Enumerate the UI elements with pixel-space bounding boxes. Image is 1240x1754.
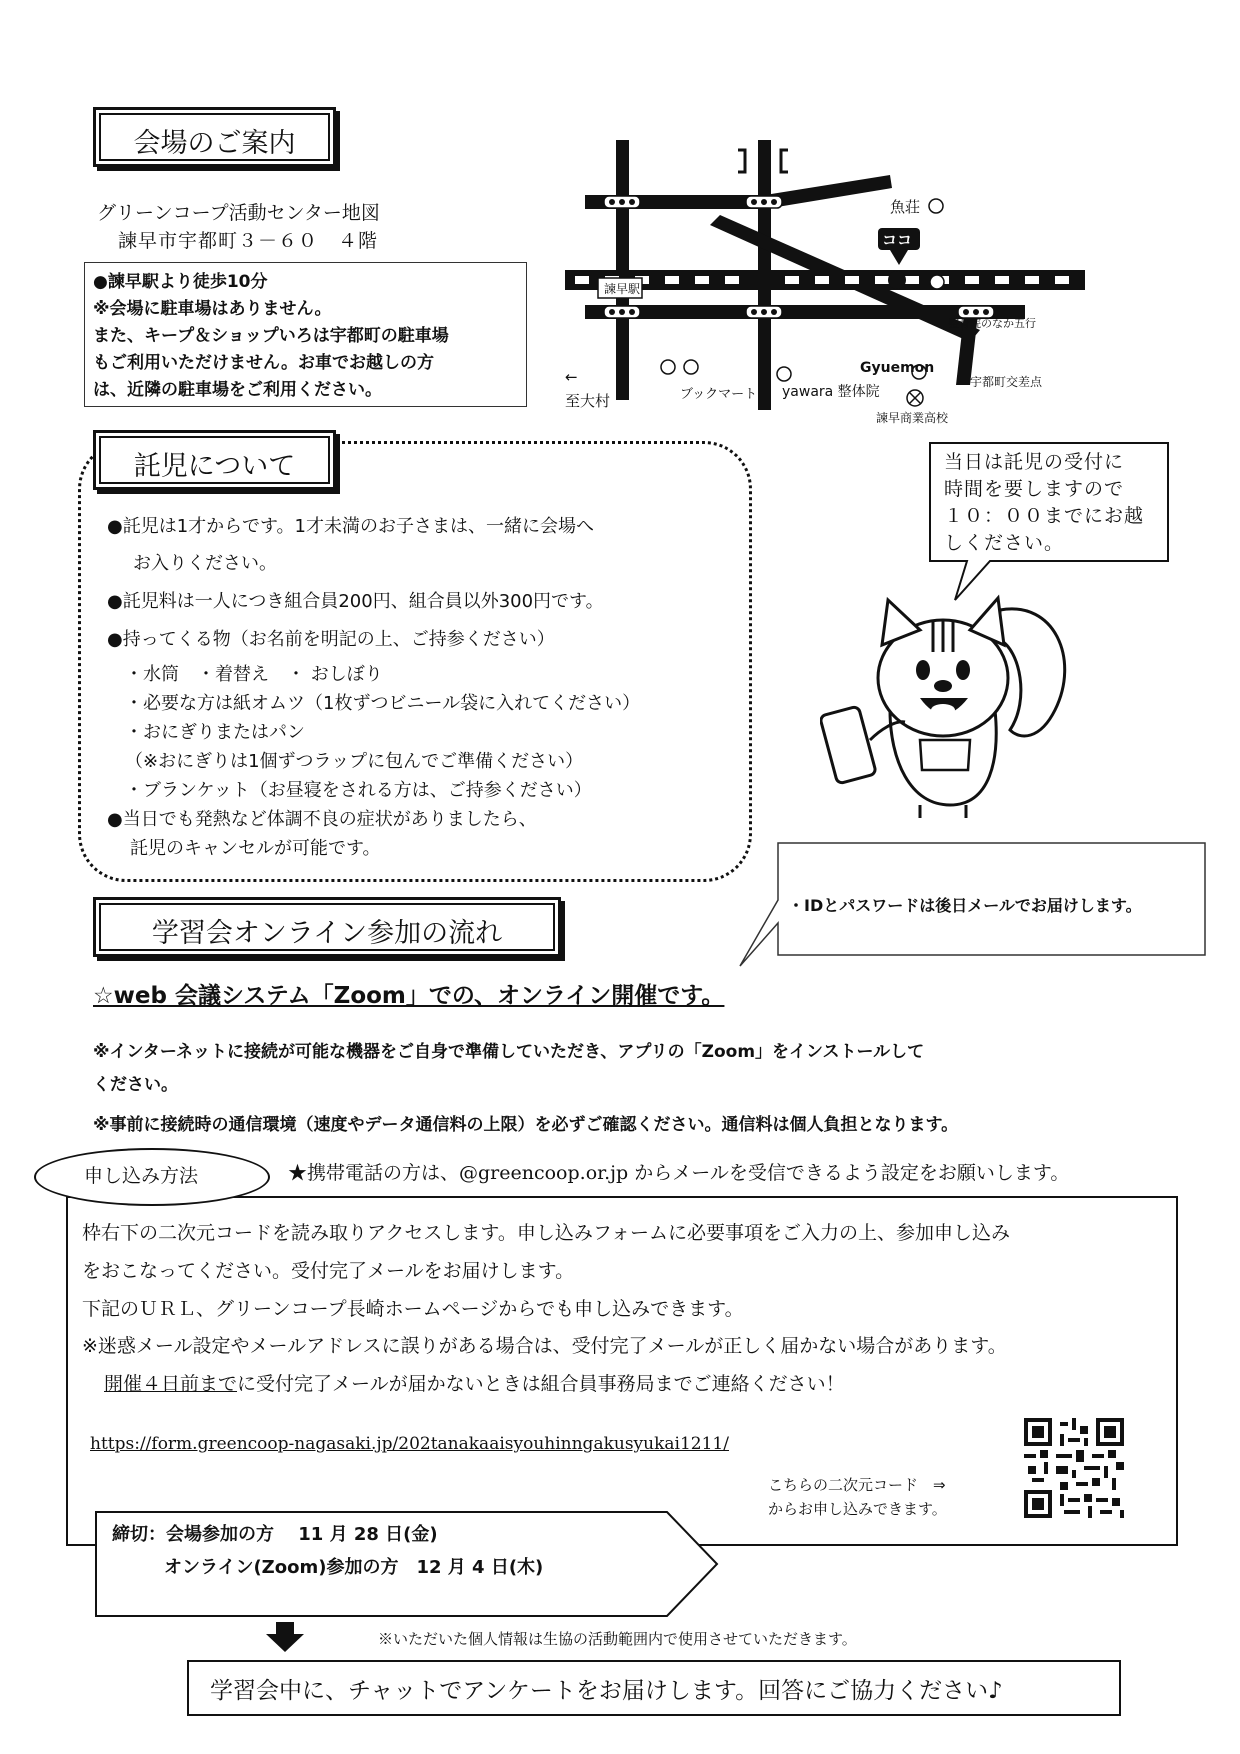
- map-gyuemon: Gyuemon: [860, 360, 935, 376]
- access-line: ●諫早駅より徒歩10分: [93, 272, 268, 292]
- childcare-line: （※おにぎりは1個ずつラップに包んでご準備ください）: [125, 751, 584, 772]
- map-yawara: yawara 整体院: [782, 384, 880, 400]
- deadline-rest: に受付完了メールが届かないときは組合員事務局までご連絡ください！: [237, 1373, 845, 1395]
- access-line: ※会場に駐車場はありません。: [93, 299, 332, 319]
- id-note: ・IDとパスワードは後日メールでお届けします。: [788, 896, 1142, 915]
- deadline-line: 締切：会場参加の方 11 月 28 日(金): [112, 1524, 438, 1545]
- bubble-line: １０：００までにお越: [944, 505, 1145, 527]
- apply-label: 申し込み方法: [84, 1165, 199, 1187]
- access-line: もご利用いただけません。お車でお越しの方: [93, 353, 435, 373]
- map-title: グリーンコープ活動センター地図: [97, 202, 380, 224]
- apply-line: をおこなってください。受付完了メールをお届けします。: [82, 1260, 575, 1282]
- venue-address: 諫早市宇都町３－６０ ４階: [118, 230, 379, 252]
- childcare-line: ●託児は1才からです。1才未満のお子さまは、一緒に会場へ: [107, 516, 594, 537]
- childcare-line: お入りください。: [133, 553, 277, 574]
- deadline-emphasis: 開催４日前まで: [104, 1373, 238, 1395]
- mobile-note: ★携帯電話の方は、@greencoop.or.jp からメールを受信できるよう設定をお願いします。: [288, 1162, 1070, 1184]
- online-title: 学習会オンライン参加の流れ: [151, 918, 503, 949]
- childcare-line: ・水筒 ・着替え ・ おしぼり: [125, 664, 383, 685]
- map-left-arrow: ←: [565, 368, 578, 386]
- qr-caption: こちらの二次元コード ⇒: [768, 1476, 946, 1494]
- map-school: 諫早商業高校: [876, 411, 949, 425]
- deadline-line: オンライン(Zoom)参加の方 12 月 4 日(木): [164, 1557, 544, 1578]
- venue-map: [560, 130, 1180, 430]
- online-note: ※インターネットに接続が可能な機器をご自身で準備していただき、アプリの「Zoom」をインストールして: [93, 1042, 925, 1062]
- squirrel-mascot-illustration: [820, 590, 1080, 820]
- map-uoso: 魚荘: [890, 198, 921, 216]
- childcare-line: ・おにぎりまたはパン: [125, 722, 305, 743]
- qr-caption: からお申し込みできます。: [768, 1500, 947, 1518]
- childcare-line: ・ブランケット（お昼寝をされる方は、ご持参ください）: [125, 780, 592, 801]
- qr-code-image[interactable]: [1024, 1418, 1124, 1518]
- childcare-line: ●託児料は一人につき組合員200円、組合員以外300円です。: [107, 591, 604, 612]
- childcare-line: 託児のキャンセルが可能です。: [130, 838, 381, 859]
- apply-line: 枠右下の二次元コードを読み取りアクセスします。申し込みフォームに必要事項をご入力の上、参加申し込み: [82, 1222, 1010, 1244]
- access-box: [84, 262, 527, 407]
- venue-title-box: [93, 107, 336, 167]
- childcare-line: ・必要な方は紙オムツ（1枚ずつビニール袋に入れてください）: [125, 693, 641, 714]
- access-line: また、キープ＆ショップいろは宇都町の駐車場: [93, 326, 449, 346]
- apply-url-link[interactable]: https://form.greencoop-nagasaki.jp/202tanakaaisyouhinngakusyukai1211/: [90, 1434, 729, 1454]
- childcare-line: ●当日でも発熱など体調不良の症状がありましたら、: [107, 809, 537, 830]
- online-headline: ☆web 会議システム「Zoom」での、オンライン開催です。: [93, 983, 725, 1009]
- bubble-line: 当日は託児の受付に: [944, 451, 1125, 473]
- access-line: は、近隣の駐車場をご利用ください。: [93, 380, 382, 400]
- online-title-box: [93, 897, 561, 957]
- apply-line: ※迷惑メール設定やメールアドレスに誤りがある場合は、受付完了メールが正しく届かない場合があります。: [82, 1335, 1007, 1357]
- map-seikotsuin: 整骨院のなか五行: [948, 317, 1036, 330]
- map-station-label: 諫早駅: [604, 282, 641, 296]
- childcare-title-box: [93, 430, 336, 490]
- childcare-line: ●持ってくる物（お名前を明記の上、ご持参ください）: [107, 629, 555, 650]
- survey-message: 学習会中に、チャットでアンケートをお届けします。回答にご協力ください♪: [210, 1678, 1003, 1704]
- apply-line: 下記のＵＲＬ、グリーンコープ長崎ホームページからでも申し込みできます。: [82, 1298, 744, 1320]
- online-note: ※事前に接続時の通信環境（速度やデータ通信料の上限）を必ずご確認ください。通信料は個人負担となります。: [93, 1115, 959, 1135]
- bubble-line: しください。: [944, 532, 1065, 554]
- map-bookmart: ブックマート: [680, 387, 758, 402]
- map-here-label: ココ: [882, 231, 913, 249]
- bubble-line: 時間を要しますので: [944, 478, 1125, 500]
- childcare-title: 託児について: [133, 451, 296, 482]
- privacy-note: ※いただいた個人情報は生協の活動範囲内で使用させていただきます。: [378, 1630, 857, 1648]
- down-arrow-icon: [266, 1622, 304, 1652]
- map-utsu-crossing: 宇都町交差点: [970, 375, 1043, 389]
- map-to-omura: 至大村: [565, 392, 611, 410]
- online-note: ください。: [93, 1075, 178, 1095]
- deadline-notice: [104, 1369, 845, 1396]
- venue-title: 会場のご案内: [133, 128, 296, 159]
